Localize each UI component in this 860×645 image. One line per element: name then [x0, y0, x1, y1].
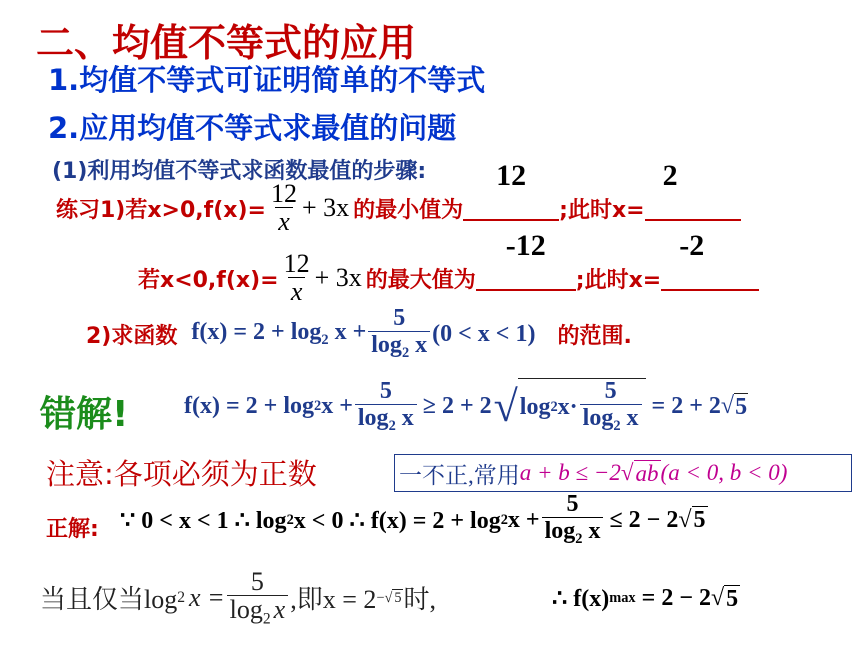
box-ab: ab: [635, 460, 659, 486]
den-text: x: [273, 595, 286, 625]
final-result: [552, 584, 740, 613]
exponent: [376, 589, 403, 607]
den-text: log: [582, 405, 614, 432]
exercise-1b-prefix: 若x<0,f(x)=: [138, 267, 279, 293]
den-text: x: [409, 332, 428, 359]
exercise-1-label-at: ;此时x=: [559, 197, 645, 223]
wrong-sqrt-content: [518, 378, 646, 435]
sqrt-icon: √: [678, 506, 692, 533]
exercise-2-suffix: 的范围.: [557, 323, 632, 349]
final-text: ,即x = 2: [290, 585, 377, 615]
den-sub: 2: [613, 418, 621, 435]
exercise-1-term: + 3x: [301, 193, 350, 223]
fraction-numerator: 5: [393, 305, 406, 331]
final-fraction: [227, 568, 289, 628]
result-text: = 2 − 2: [641, 585, 711, 611]
wrong-sqrt-fraction: [580, 379, 642, 435]
fraction-denominator: x: [275, 207, 293, 237]
den-text: x: [620, 405, 639, 432]
formula-text: x +: [507, 506, 540, 533]
formula-text: x +: [328, 319, 367, 346]
final-text: 时,: [403, 585, 436, 615]
final-sub: 2: [177, 588, 186, 606]
exercise-2-fraction: [368, 306, 430, 362]
formula-sub: 2: [550, 398, 558, 415]
step-heading: (1)利用均值不等式求函数最值的步骤:: [52, 159, 427, 184]
formula-text: ∵ 0 < x < 1 ∴ log: [120, 507, 287, 534]
item-1: 1.均值不等式可证明简单的不等式: [48, 63, 486, 97]
sqrt-icon: √: [384, 589, 393, 606]
den-text: log: [544, 518, 576, 545]
den-sub: 2: [388, 417, 396, 434]
sqrt-icon: √: [711, 585, 725, 611]
exercise-2-formula: [191, 319, 366, 349]
sqrt-five: 5: [726, 585, 739, 612]
formula-text: ≤ 2 − 2: [609, 506, 679, 533]
fraction-denominator: [355, 404, 417, 435]
sqrt-icon: √: [620, 460, 634, 485]
formula-text: = 2 + 2: [651, 393, 721, 420]
den-text: log: [371, 332, 402, 359]
fraction-denominator: x: [288, 277, 306, 307]
wrong-formula: [184, 378, 748, 435]
exercise-1-fraction: [268, 180, 300, 237]
fraction-numerator: 5: [604, 378, 617, 404]
exercise-1-label-min: 的最小值为: [353, 197, 464, 223]
fraction-numerator: 5: [250, 567, 264, 596]
den-text: log: [229, 595, 263, 625]
result-sub: max: [609, 590, 636, 606]
box-text: 一不正,常用: [399, 462, 520, 488]
fraction-denominator: [368, 331, 430, 362]
note-label: 注意:各项必须为正数: [46, 457, 317, 491]
answer-x: 2: [662, 159, 678, 193]
formula-sub: 2: [286, 511, 294, 528]
item-2: 2.应用均值不等式求最值的问题: [48, 111, 457, 145]
correct-formula: [120, 492, 708, 548]
answer-blank-x: [645, 159, 741, 221]
answer-blank-x2: [661, 229, 759, 291]
formula-text: x < 0 ∴ f(x) = 2 + log: [293, 507, 501, 534]
exp-text: −: [376, 589, 385, 606]
den-text: log: [357, 404, 389, 431]
final-line: [40, 568, 436, 628]
sqrt-five: 5: [735, 393, 748, 420]
exercise-1b-label-max: 的最大值为: [365, 267, 476, 293]
answer-blank-max: [476, 229, 576, 291]
fraction-denominator: [580, 404, 642, 435]
fraction-denominator: [227, 595, 289, 628]
correct-label: 正解:: [46, 517, 99, 542]
formula-text: ≥ 2 + 2: [422, 393, 492, 420]
exercise-1b-line: [138, 229, 759, 307]
answer-min: 12: [496, 159, 527, 193]
sqrt-icon: √: [493, 382, 518, 432]
formula-text: f(x) = 2 + log: [191, 319, 322, 346]
formula-text: log: [519, 393, 551, 420]
answer-x2: -2: [679, 229, 705, 263]
den-text: x: [395, 404, 414, 431]
wrong-label: 错解!: [40, 394, 129, 435]
fraction-denominator: [542, 517, 604, 548]
exercise-1b-term: + 3x: [314, 263, 362, 293]
correct-fraction: [542, 492, 604, 548]
exercise-1-prefix: 练习1)若x>0,f(x)=: [56, 197, 266, 223]
answer-blank-min: [463, 159, 559, 221]
box-cond: (a < 0, b < 0): [660, 460, 788, 485]
fraction-numerator: 12: [283, 249, 310, 278]
fraction-numerator: 5: [379, 377, 392, 404]
sqrt-five: 5: [693, 507, 706, 534]
exercise-1b-fraction: [281, 250, 313, 307]
note-box: [394, 454, 852, 492]
den-sub: 2: [262, 610, 271, 628]
den-text: x: [582, 518, 601, 545]
sqrt-icon: √: [720, 393, 735, 420]
formula-sub: 2: [500, 511, 508, 528]
formula-sub: 2: [321, 332, 329, 349]
den-sub: 2: [575, 531, 583, 548]
fraction-numerator: 5: [566, 491, 579, 517]
exp-five: 5: [394, 589, 402, 606]
exercise-1b-label-at: ;此时x=: [575, 267, 662, 293]
formula-text: x·: [557, 393, 578, 420]
box-formula: a + b ≤ −2: [519, 460, 621, 485]
final-text: 当且仅当log: [40, 585, 178, 615]
formula-sub: 2: [314, 398, 322, 415]
wrong-fraction: [355, 379, 417, 435]
final-text: x =: [189, 582, 225, 612]
exercise-2-prefix: 2)求函数: [86, 323, 178, 349]
den-sub: 2: [401, 345, 410, 362]
formula-text: x +: [321, 393, 353, 420]
page-title: 二、均值不等式的应用: [36, 21, 417, 65]
exercise-2-line: [86, 306, 632, 362]
fraction-numerator: 12: [270, 179, 297, 208]
exercise-2-domain: (0 < x < 1): [432, 320, 536, 347]
formula-text: f(x) = 2 + log: [184, 393, 314, 420]
answer-max: -12: [505, 229, 546, 263]
result-text: ∴ f(x): [552, 586, 610, 612]
